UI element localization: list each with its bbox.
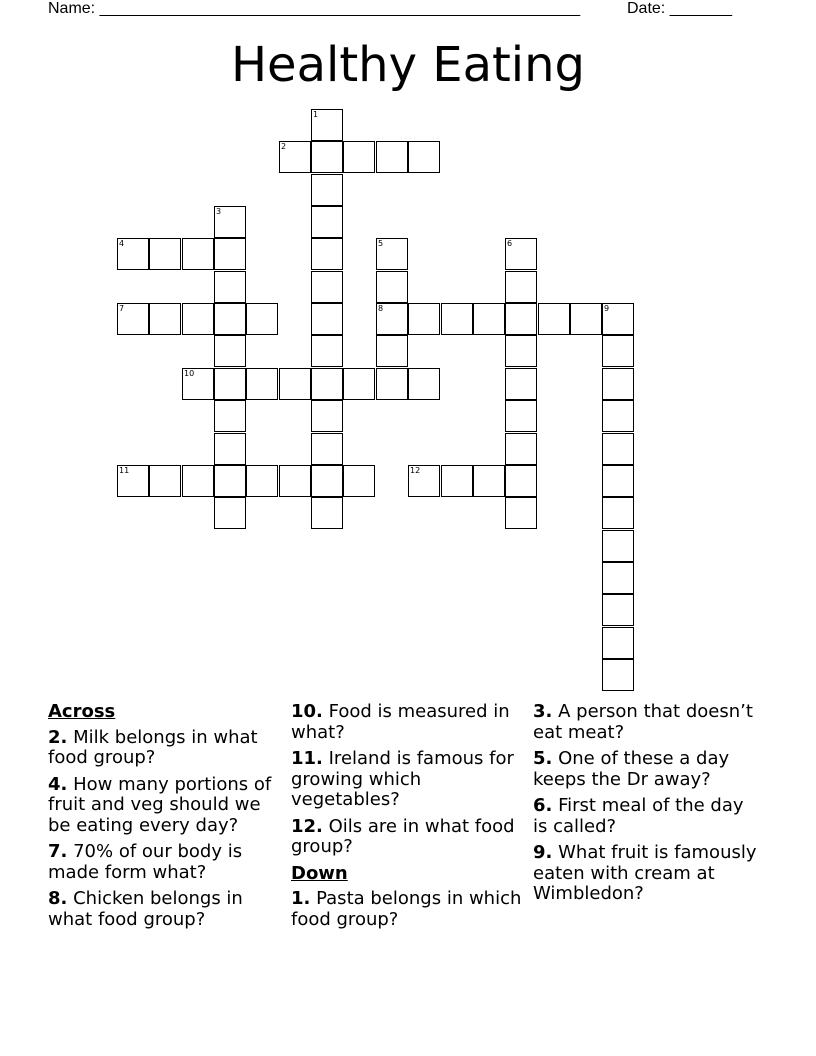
grid-cell-r11-c7[interactable]	[343, 465, 375, 497]
clue-start-number: 11	[119, 466, 130, 475]
clue-start-number: 1	[313, 110, 319, 119]
grid-cell-r4-c3[interactable]	[214, 238, 246, 270]
grid-cell-r11-c11[interactable]	[473, 465, 505, 497]
grid-cell-r11-c0[interactable]	[117, 465, 149, 497]
grid-cell-r1-c9[interactable]	[408, 141, 440, 173]
grid-cell-r8-c3[interactable]	[214, 368, 246, 400]
name-field-label: Name: ______________________________________________________	[48, 0, 581, 17]
clue-start-number: 6	[507, 239, 513, 248]
grid-cell-r9-c6[interactable]	[311, 400, 343, 432]
grid-cell-r6-c11[interactable]	[473, 303, 505, 335]
clue-column-3	[533, 702, 763, 911]
grid-cell-r10-c12[interactable]	[505, 433, 537, 465]
grid-cell-r11-c3[interactable]	[214, 465, 246, 497]
grid-cell-r12-c6[interactable]	[311, 497, 343, 529]
grid-cell-r6-c12[interactable]	[505, 303, 537, 335]
grid-cell-r5-c12[interactable]	[505, 271, 537, 303]
clue-text: Food is measured in what?	[291, 701, 510, 743]
clue-start-number: 2	[281, 142, 287, 151]
grid-cell-r8-c12[interactable]	[505, 368, 537, 400]
grid-cell-r7-c6[interactable]	[311, 335, 343, 367]
clue-number: 10.	[291, 701, 323, 722]
grid-cell-r8-c5[interactable]	[279, 368, 311, 400]
clue-across-11	[291, 749, 526, 811]
clue-number: 1.	[291, 888, 311, 909]
clue-start-number: 3	[216, 207, 222, 216]
clue-column-1	[48, 702, 288, 936]
clue-start-number: 10	[184, 369, 195, 378]
grid-cell-r10-c6[interactable]	[311, 433, 343, 465]
clue-number: 4.	[48, 773, 68, 795]
grid-cell-r13-c15[interactable]	[602, 530, 634, 562]
clue-text: How many portions of fruit and veg should we be eating every day?	[48, 773, 272, 836]
clue-number: 8.	[48, 888, 68, 909]
down-heading: Down	[291, 862, 348, 884]
clue-down-1	[291, 889, 526, 930]
grid-cell-r3-c6[interactable]	[311, 206, 343, 238]
grid-cell-r8-c2[interactable]	[182, 368, 214, 400]
grid-cell-r6-c1[interactable]	[149, 303, 181, 335]
grid-cell-r4-c2[interactable]	[182, 238, 214, 270]
clue-text: Milk belongs in what food group?	[48, 726, 258, 768]
clue-across-4	[48, 775, 288, 837]
clue-number: 9.	[533, 842, 553, 863]
grid-cell-r7-c3[interactable]	[214, 335, 246, 367]
grid-cell-r11-c4[interactable]	[246, 465, 278, 497]
clue-number: 5.	[533, 748, 553, 769]
grid-cell-r1-c6[interactable]	[311, 141, 343, 173]
grid-cell-r4-c0[interactable]	[117, 238, 149, 270]
clue-start-number: 4	[119, 239, 125, 248]
grid-cell-r1-c5[interactable]	[279, 141, 311, 173]
date-field-label: Date: _______	[627, 0, 732, 17]
clue-text: What fruit is famously eaten with cream at Wimbledon?	[533, 842, 757, 904]
grid-cell-r14-c15[interactable]	[602, 562, 634, 594]
clue-column-2	[291, 702, 526, 936]
grid-cell-r11-c15[interactable]	[602, 465, 634, 497]
grid-cell-r6-c6[interactable]	[311, 303, 343, 335]
across-heading: Across	[48, 701, 116, 722]
clue-across-10	[291, 702, 526, 743]
grid-cell-r7-c12[interactable]	[505, 335, 537, 367]
grid-cell-r11-c12[interactable]	[505, 465, 537, 497]
grid-cell-r3-c3[interactable]	[214, 206, 246, 238]
grid-cell-r10-c15[interactable]	[602, 433, 634, 465]
grid-cell-r4-c6[interactable]	[311, 238, 343, 270]
grid-cell-r6-c14[interactable]	[570, 303, 602, 335]
clue-start-number: 9	[604, 304, 610, 313]
grid-cell-r15-c15[interactable]	[602, 594, 634, 626]
grid-cell-r8-c6[interactable]	[311, 368, 343, 400]
grid-cell-r5-c6[interactable]	[311, 271, 343, 303]
grid-cell-r0-c6[interactable]	[311, 109, 343, 141]
clue-text: Oils are in what food group?	[291, 815, 515, 857]
clue-number: 12.	[291, 815, 323, 837]
grid-cell-r6-c3[interactable]	[214, 303, 246, 335]
clue-down-3	[533, 702, 763, 743]
clue-across-7	[48, 842, 288, 883]
clue-down-5	[533, 749, 763, 790]
clue-number: 3.	[533, 701, 553, 722]
grid-cell-r7-c8[interactable]	[376, 335, 408, 367]
grid-cell-r6-c0[interactable]	[117, 303, 149, 335]
clue-text: A person that doesn’t eat meat?	[533, 701, 753, 743]
clue-text: Ireland is famous for growing which vegetables?	[291, 748, 514, 810]
grid-cell-r11-c10[interactable]	[441, 465, 473, 497]
grid-cell-r1-c7[interactable]	[343, 141, 375, 173]
crossword-grid	[117, 109, 635, 692]
page-title: Healthy Eating	[230, 37, 586, 93]
grid-cell-r12-c15[interactable]	[602, 497, 634, 529]
grid-cell-r12-c12[interactable]	[505, 497, 537, 529]
clue-across-12	[291, 817, 526, 858]
grid-cell-r7-c15[interactable]	[602, 335, 634, 367]
grid-cell-r6-c10[interactable]	[441, 303, 473, 335]
grid-cell-r9-c3[interactable]	[214, 400, 246, 432]
grid-cell-r6-c15[interactable]	[602, 303, 634, 335]
grid-cell-r4-c1[interactable]	[149, 238, 181, 270]
grid-cell-r11-c2[interactable]	[182, 465, 214, 497]
clue-down-6	[533, 796, 763, 837]
grid-cell-r9-c15[interactable]	[602, 400, 634, 432]
grid-cell-r6-c2[interactable]	[182, 303, 214, 335]
clue-number: 6.	[533, 795, 553, 816]
clue-text: One of these a day keeps the Dr away?	[533, 748, 730, 790]
clue-number: 11.	[291, 748, 323, 769]
clue-across-2	[48, 728, 288, 769]
grid-cell-r11-c1[interactable]	[149, 465, 181, 497]
grid-cell-r8-c7[interactable]	[343, 368, 375, 400]
grid-cell-r8-c15[interactable]	[602, 368, 634, 400]
grid-cell-r8-c9[interactable]	[408, 368, 440, 400]
grid-cell-r8-c4[interactable]	[246, 368, 278, 400]
grid-cell-r10-c3[interactable]	[214, 433, 246, 465]
clue-across-8	[48, 889, 288, 930]
grid-cell-r2-c6[interactable]	[311, 174, 343, 206]
clue-down-9	[533, 843, 763, 905]
grid-cell-r6-c8[interactable]	[376, 303, 408, 335]
grid-cell-r6-c13[interactable]	[538, 303, 570, 335]
grid-cell-r11-c6[interactable]	[311, 465, 343, 497]
clue-text: Pasta belongs in which food group?	[291, 888, 522, 930]
grid-cell-r5-c8[interactable]	[376, 271, 408, 303]
clue-start-number: 12	[410, 466, 421, 475]
grid-cell-r6-c4[interactable]	[246, 303, 278, 335]
clue-text: 70% of our body is made form what?	[48, 841, 243, 883]
grid-cell-r8-c8[interactable]	[376, 368, 408, 400]
clue-number: 7.	[48, 841, 68, 862]
grid-cell-r4-c8[interactable]	[376, 238, 408, 270]
clue-start-number: 7	[119, 304, 125, 313]
clue-text: First meal of the day is called?	[533, 795, 744, 837]
clue-number: 2.	[48, 726, 68, 748]
grid-cell-r17-c15[interactable]	[602, 659, 634, 691]
grid-cell-r4-c12[interactable]	[505, 238, 537, 270]
clue-text: Chicken belongs in what food group?	[48, 888, 243, 930]
clue-start-number: 8	[378, 304, 384, 313]
grid-cell-r12-c3[interactable]	[214, 497, 246, 529]
grid-cell-r9-c12[interactable]	[505, 400, 537, 432]
clue-start-number: 5	[378, 239, 384, 248]
grid-cell-r11-c9[interactable]	[408, 465, 440, 497]
grid-cell-r16-c15[interactable]	[602, 627, 634, 659]
grid-cell-r6-c9[interactable]	[408, 303, 440, 335]
grid-cell-r11-c5[interactable]	[279, 465, 311, 497]
grid-cell-r1-c8[interactable]	[376, 141, 408, 173]
grid-cell-r5-c3[interactable]	[214, 271, 246, 303]
